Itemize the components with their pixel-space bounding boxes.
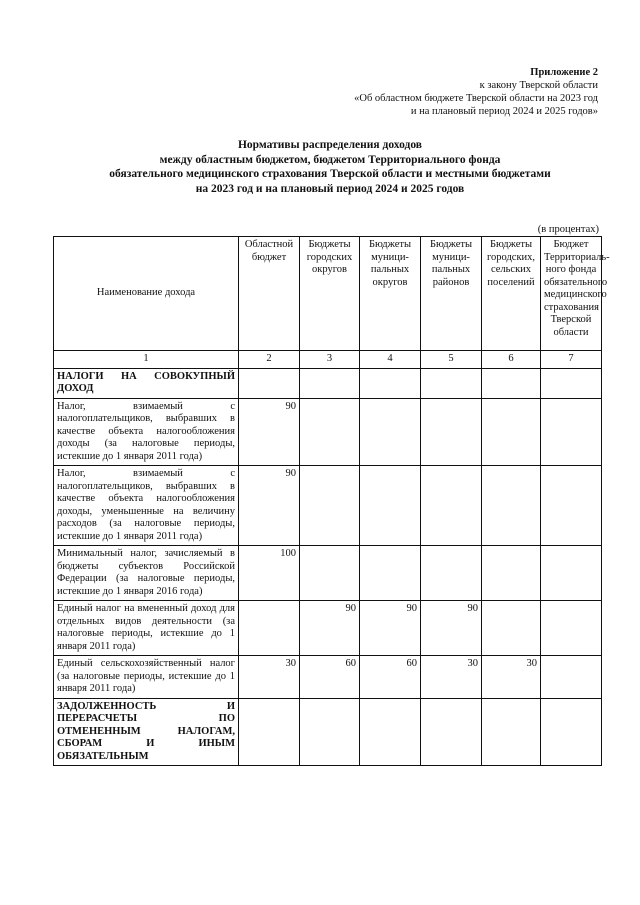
- table-row: [54, 698, 602, 766]
- value-cell: [482, 398, 541, 466]
- value-cell: [541, 368, 602, 398]
- revenue-name: Налог, взимаемый с налогоплательщиков, выбравших в качестве объекта налогообложения доходы, уменьшенные на величину расходов (за налоговые периоды, истекшие до 1 января 2011 года): [54, 466, 239, 546]
- value-cell: [300, 698, 360, 766]
- column-header-regional: Областной бюджет: [239, 237, 300, 351]
- column-number: 4: [360, 351, 421, 369]
- value-cell: [541, 398, 602, 466]
- table-row: [54, 601, 602, 656]
- value-cell: [482, 698, 541, 766]
- value-cell: [421, 466, 482, 546]
- value-cell: [239, 698, 300, 766]
- revenue-name: Минимальный налог, зачисляемый в бюджеты субъектов Российской Федерации (за налоговые периоды, истекшие до 1 января 2016 года): [54, 546, 239, 601]
- value-cell: [300, 546, 360, 601]
- value-cell: [541, 466, 602, 546]
- value-cell: 30: [239, 656, 300, 699]
- revenue-norms-table: [53, 236, 610, 766]
- value-cell: 60: [360, 656, 421, 699]
- value-cell: [239, 368, 300, 398]
- value-cell: [360, 368, 421, 398]
- value-cell: 90: [421, 601, 482, 656]
- appendix-line: и на плановый период 2024 и 2025 годов»: [410, 106, 598, 117]
- column-number: 1: [54, 351, 239, 369]
- value-cell: 30: [482, 656, 541, 699]
- table-row: [54, 466, 602, 546]
- value-cell: [360, 698, 421, 766]
- value-cell: 90: [239, 466, 300, 546]
- appendix-title: Приложение 2: [530, 67, 598, 78]
- heading-line: обязательного медицинского страхования Тверской области и местными бюджетами: [109, 168, 551, 180]
- value-cell: [360, 546, 421, 601]
- value-cell: 60: [300, 656, 360, 699]
- value-cell: [360, 398, 421, 466]
- column-number: 5: [421, 351, 482, 369]
- value-cell: [300, 398, 360, 466]
- value-cell: 90: [239, 398, 300, 466]
- value-cell: [541, 601, 602, 656]
- column-header-settlements: Бюджеты городских, сельских поселений: [482, 237, 541, 351]
- value-cell: [541, 656, 602, 699]
- revenue-name: Единый налог на вмененный доход для отдельных видов деятельности (за налоговые периоды, истекшие до 1 января 2011 года): [54, 601, 239, 656]
- value-cell: [300, 368, 360, 398]
- units-note: (в процентах): [537, 224, 599, 235]
- value-cell: 90: [360, 601, 421, 656]
- value-cell: [421, 698, 482, 766]
- value-cell: [421, 368, 482, 398]
- revenue-name: Налог, взимаемый с налогоплательщиков, выбравших в качестве объекта налогообложения доходы (за налоговые периоды, истекшие до 1 января 2011 года): [54, 398, 239, 466]
- column-number: 2: [239, 351, 300, 369]
- value-cell: [421, 546, 482, 601]
- header-row: [54, 237, 602, 351]
- column-header-municipal-districts: Бюджеты муници-пальных округов: [360, 237, 421, 351]
- table-row: [54, 398, 602, 466]
- document-heading: [60, 138, 600, 196]
- column-header-name: Наименование дохода: [54, 237, 239, 351]
- column-numbers-row: [54, 351, 602, 369]
- value-cell: 90: [300, 601, 360, 656]
- value-cell: [239, 601, 300, 656]
- value-cell: [482, 466, 541, 546]
- value-cell: [541, 546, 602, 601]
- appendix-note: [268, 66, 598, 118]
- column-number: 7: [541, 351, 602, 369]
- table-row: [54, 656, 602, 699]
- revenue-name: Единый сельскохозяйственный налог (за налоговые периоды, истекшие до 1 января 2011 года): [54, 656, 239, 699]
- column-header-health-fund: Бюджет Территориаль-ного фонда обязательного медицинского страхования Тверской области: [541, 237, 602, 351]
- value-cell: [421, 398, 482, 466]
- value-cell: [482, 601, 541, 656]
- value-cell: [541, 698, 602, 766]
- appendix-line: к закону Тверской области: [479, 80, 598, 91]
- column-header-municipal-regions: Бюджеты муници-пальных районов: [421, 237, 482, 351]
- heading-line: Нормативы распределения доходов: [237, 139, 423, 151]
- value-cell: [482, 546, 541, 601]
- column-number: 3: [300, 351, 360, 369]
- revenue-name: ЗАДОЛЖЕННОСТЬ И ПЕРЕРАСЧЕТЫ ПО ОТМЕНЕННЫМ НАЛОГАМ, СБОРАМ И ИНЫМ ОБЯЗАТЕЛЬНЫМ: [54, 698, 239, 766]
- column-header-city-districts: Бюджеты городских округов: [300, 237, 360, 351]
- value-cell: [360, 466, 421, 546]
- table-row: [54, 546, 602, 601]
- heading-line: между областным бюджетом, бюджетом Территориального фонда: [159, 153, 501, 166]
- table-row: [54, 368, 602, 398]
- revenue-name: НАЛОГИ НА СОВОКУПНЫЙ ДОХОД: [54, 368, 239, 398]
- heading-line: на 2023 год и на плановый период 2024 и 2025 годов: [195, 182, 465, 195]
- appendix-line: «Об областном бюджете Тверской области на 2023 год: [354, 93, 598, 104]
- value-cell: 30: [421, 656, 482, 699]
- value-cell: [482, 368, 541, 398]
- value-cell: [300, 466, 360, 546]
- value-cell: 100: [239, 546, 300, 601]
- column-number: 6: [482, 351, 541, 369]
